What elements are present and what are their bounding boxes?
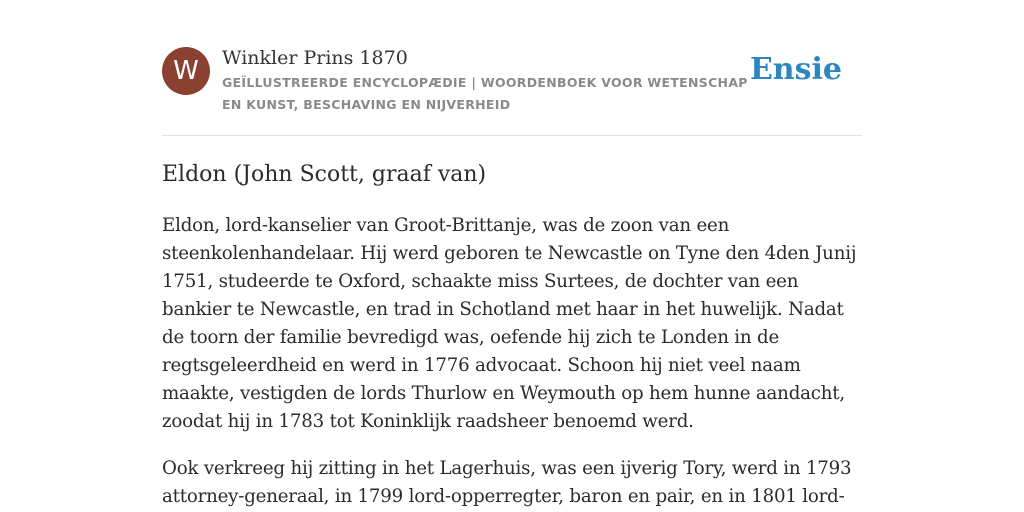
article-title: Eldon (John Scott, graaf van) xyxy=(162,162,487,187)
avatar[interactable]: W xyxy=(162,47,210,95)
article-paragraph: Ook verkreeg hij zitting in het Lagerhuis, was een ijverig Tory, werd in 1793 attorney-generaal, in 1799 lord-opperregter, baron en pair, en in 1801 lord- xyxy=(162,458,852,507)
source-title[interactable]: Winkler Prins 1870 xyxy=(222,47,408,69)
article-body xyxy=(162,212,870,512)
source-header xyxy=(162,44,862,136)
source-subtitle: GEÏLLUSTREERDE ENCYCLOPÆDIE | WOORDENBOEK VOOR WETENSCHAP EN KUNST, BESCHAVING EN NIJVERHEID xyxy=(222,75,748,112)
brand-logo[interactable]: Ensie xyxy=(749,52,842,87)
article-paragraph: Eldon, lord-kanselier van Groot-Brittanje, was de zoon van een steenkolenhandelaar. Hij werd geboren te Newcastle on Tyne den 4den Junij 1751, studeerde te Oxford, schaakte miss Surtees, de dochter van een bankier te Newcastle, en trad in Schotland met haar in het huwelijk. Nadat de toorn der familie bevredigd was, oefende hij zich te Londen in de regtsgeleerdheid en werd in 1776 advocaat. Schoon hij niet veel naam maakte, vestigden de lords Thurlow en Weymouth op hem hunne aandacht, zoodat hij in 1783 tot Koninklijk raadsheer benoemd werd. xyxy=(162,215,857,432)
